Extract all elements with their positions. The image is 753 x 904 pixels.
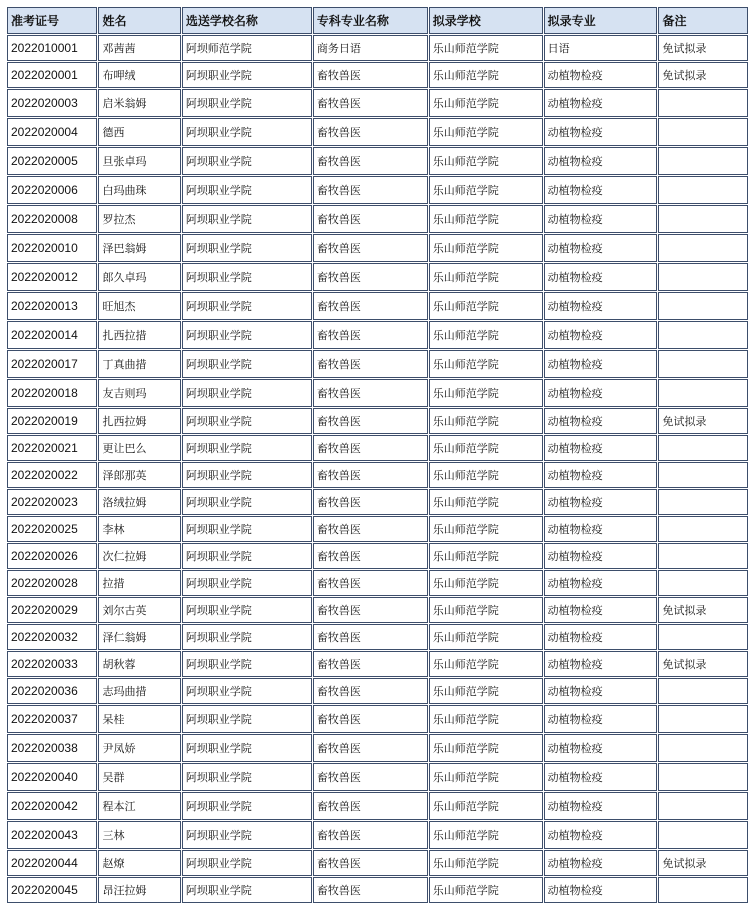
- admitting-school-cell: 乐山师范学院: [429, 705, 543, 733]
- header-college-major: 专科专业名称: [313, 7, 428, 34]
- admitting-major-cell: 动植物检疫: [544, 763, 658, 791]
- sending-school-cell: 阿坝职业学院: [182, 205, 312, 233]
- college-major-cell: 畜牧兽医: [313, 147, 428, 175]
- college-major-cell: 畜牧兽医: [313, 263, 428, 291]
- college-major-cell: 畜牧兽医: [313, 176, 428, 204]
- sending-school-cell: 阿坝职业学院: [182, 624, 312, 650]
- table-row: [7, 624, 748, 650]
- admitting-school-cell: 乐山师范学院: [429, 850, 543, 876]
- sending-school-cell: 阿坝职业学院: [182, 651, 312, 677]
- name-cell: 更让巴么: [98, 435, 180, 461]
- exam-id-cell: 2022020003: [7, 89, 97, 117]
- sending-school-cell: 阿坝职业学院: [182, 292, 312, 320]
- sending-school-cell: 阿坝职业学院: [182, 435, 312, 461]
- exam-id-cell: 2022020013: [7, 292, 97, 320]
- name-cell: 友吉则玛: [98, 379, 180, 407]
- college-major-cell: 畜牧兽医: [313, 877, 428, 903]
- exam-id-cell: 2022020045: [7, 877, 97, 903]
- remarks-cell: 免试拟录: [658, 408, 748, 434]
- remarks-cell: 免试拟录: [658, 62, 748, 88]
- table-row: [7, 489, 748, 515]
- admitting-major-cell: 动植物检疫: [544, 292, 658, 320]
- sending-school-cell: 阿坝职业学院: [182, 408, 312, 434]
- exam-id-cell: 2022020022: [7, 462, 97, 488]
- college-major-cell: 畜牧兽医: [313, 651, 428, 677]
- admitting-school-cell: 乐山师范学院: [429, 234, 543, 262]
- admitting-school-cell: 乐山师范学院: [429, 89, 543, 117]
- admitting-school-cell: 乐山师范学院: [429, 624, 543, 650]
- name-cell: 丁真曲措: [98, 350, 180, 378]
- name-cell: 泽仁翁姆: [98, 624, 180, 650]
- admitting-major-cell: 动植物检疫: [544, 543, 658, 569]
- remarks-cell: [658, 624, 748, 650]
- remarks-cell: [658, 678, 748, 704]
- sending-school-cell: 阿坝职业学院: [182, 850, 312, 876]
- table-row: [7, 705, 748, 733]
- remarks-cell: [658, 379, 748, 407]
- name-cell: 旦张卓玛: [98, 147, 180, 175]
- name-cell: 志玛曲措: [98, 678, 180, 704]
- admitting-school-cell: 乐山师范学院: [429, 35, 543, 61]
- admitting-school-cell: 乐山师范学院: [429, 408, 543, 434]
- admitting-major-cell: 动植物检疫: [544, 624, 658, 650]
- name-cell: 白玛曲珠: [98, 176, 180, 204]
- header-name: 姓名: [98, 7, 180, 34]
- table-row: [7, 435, 748, 461]
- remarks-cell: [658, 821, 748, 849]
- admitting-school-cell: 乐山师范学院: [429, 597, 543, 623]
- admission-table: [6, 6, 749, 904]
- name-cell: 刘尔古英: [98, 597, 180, 623]
- exam-id-cell: 2022020021: [7, 435, 97, 461]
- sending-school-cell: 阿坝职业学院: [182, 234, 312, 262]
- header-remarks: 备注: [658, 7, 748, 34]
- admitting-major-cell: 动植物检疫: [544, 850, 658, 876]
- admitting-major-cell: 动植物检疫: [544, 705, 658, 733]
- admitting-school-cell: 乐山师范学院: [429, 489, 543, 515]
- name-cell: 郎久卓玛: [98, 263, 180, 291]
- table-row: [7, 763, 748, 791]
- sending-school-cell: 阿坝职业学院: [182, 734, 312, 762]
- exam-id-cell: 2022020006: [7, 176, 97, 204]
- exam-id-cell: 2022020042: [7, 792, 97, 820]
- remarks-cell: 免试拟录: [658, 850, 748, 876]
- admitting-school-cell: 乐山师范学院: [429, 462, 543, 488]
- admitting-school-cell: 乐山师范学院: [429, 435, 543, 461]
- remarks-cell: [658, 147, 748, 175]
- table-row: [7, 89, 748, 117]
- admitting-major-cell: 动植物检疫: [544, 379, 658, 407]
- exam-id-cell: 2022010001: [7, 35, 97, 61]
- sending-school-cell: 阿坝职业学院: [182, 321, 312, 349]
- table-row: [7, 678, 748, 704]
- header-exam-id: 准考证号: [7, 7, 97, 34]
- admitting-major-cell: 动植物检疫: [544, 734, 658, 762]
- table-row: [7, 651, 748, 677]
- sending-school-cell: 阿坝职业学院: [182, 792, 312, 820]
- remarks-cell: 免试拟录: [658, 35, 748, 61]
- table-row: [7, 350, 748, 378]
- name-cell: 泽郎那英: [98, 462, 180, 488]
- sending-school-cell: 阿坝职业学院: [182, 89, 312, 117]
- name-cell: 扎西拉措: [98, 321, 180, 349]
- exam-id-cell: 2022020023: [7, 489, 97, 515]
- sending-school-cell: 阿坝职业学院: [182, 516, 312, 542]
- college-major-cell: 畜牧兽医: [313, 489, 428, 515]
- admitting-major-cell: 动植物检疫: [544, 147, 658, 175]
- admitting-major-cell: 动植物检疫: [544, 205, 658, 233]
- table-row: [7, 292, 748, 320]
- exam-id-cell: 2022020017: [7, 350, 97, 378]
- sending-school-cell: 阿坝职业学院: [182, 877, 312, 903]
- remarks-cell: [658, 205, 748, 233]
- admitting-major-cell: 动植物检疫: [544, 176, 658, 204]
- admitting-school-cell: 乐山师范学院: [429, 62, 543, 88]
- college-major-cell: 畜牧兽医: [313, 292, 428, 320]
- remarks-cell: [658, 89, 748, 117]
- admitting-school-cell: 乐山师范学院: [429, 763, 543, 791]
- table-row: [7, 543, 748, 569]
- exam-id-cell: 2022020019: [7, 408, 97, 434]
- exam-id-cell: 2022020038: [7, 734, 97, 762]
- name-cell: 扎西拉姆: [98, 408, 180, 434]
- college-major-cell: 畜牧兽医: [313, 821, 428, 849]
- table-row: [7, 462, 748, 488]
- admitting-school-cell: 乐山师范学院: [429, 379, 543, 407]
- remarks-cell: [658, 435, 748, 461]
- header-admitting-school: 拟录学校: [429, 7, 543, 34]
- remarks-cell: [658, 516, 748, 542]
- sending-school-cell: 阿坝职业学院: [182, 118, 312, 146]
- table-row: [7, 321, 748, 349]
- admitting-major-cell: 动植物检疫: [544, 234, 658, 262]
- remarks-cell: [658, 263, 748, 291]
- header-sending-school: 选送学校名称: [182, 7, 312, 34]
- admitting-school-cell: 乐山师范学院: [429, 147, 543, 175]
- table-row: [7, 408, 748, 434]
- sending-school-cell: 阿坝职业学院: [182, 597, 312, 623]
- admitting-school-cell: 乐山师范学院: [429, 792, 543, 820]
- remarks-cell: [658, 877, 748, 903]
- college-major-cell: 畜牧兽医: [313, 435, 428, 461]
- exam-id-cell: 2022020014: [7, 321, 97, 349]
- admitting-major-cell: 动植物检疫: [544, 321, 658, 349]
- sending-school-cell: 阿坝职业学院: [182, 821, 312, 849]
- sending-school-cell: 阿坝职业学院: [182, 705, 312, 733]
- table-row: [7, 570, 748, 596]
- sending-school-cell: 阿坝职业学院: [182, 489, 312, 515]
- college-major-cell: 畜牧兽医: [313, 543, 428, 569]
- exam-id-cell: 2022020028: [7, 570, 97, 596]
- admitting-school-cell: 乐山师范学院: [429, 292, 543, 320]
- admitting-major-cell: 动植物检疫: [544, 263, 658, 291]
- sending-school-cell: 阿坝职业学院: [182, 350, 312, 378]
- remarks-cell: 免试拟录: [658, 651, 748, 677]
- remarks-cell: [658, 543, 748, 569]
- admitting-major-cell: 日语: [544, 35, 658, 61]
- college-major-cell: 畜牧兽医: [313, 734, 428, 762]
- table-row: [7, 62, 748, 88]
- name-cell: 呆桂: [98, 705, 180, 733]
- college-major-cell: 畜牧兽医: [313, 705, 428, 733]
- name-cell: 三林: [98, 821, 180, 849]
- admitting-major-cell: 动植物检疫: [544, 62, 658, 88]
- table-row: [7, 850, 748, 876]
- college-major-cell: 畜牧兽医: [313, 792, 428, 820]
- admitting-school-cell: 乐山师范学院: [429, 877, 543, 903]
- header-admitting-major: 拟录专业: [544, 7, 658, 34]
- header-row: [7, 7, 748, 34]
- admitting-major-cell: 动植物检疫: [544, 408, 658, 434]
- name-cell: 洛绒拉姆: [98, 489, 180, 515]
- college-major-cell: 畜牧兽医: [313, 89, 428, 117]
- admitting-school-cell: 乐山师范学院: [429, 205, 543, 233]
- exam-id-cell: 2022020010: [7, 234, 97, 262]
- admitting-school-cell: 乐山师范学院: [429, 678, 543, 704]
- remarks-cell: [658, 292, 748, 320]
- table-row: [7, 263, 748, 291]
- table-row: [7, 877, 748, 903]
- admitting-major-cell: 动植物检疫: [544, 350, 658, 378]
- name-cell: 吴群: [98, 763, 180, 791]
- exam-id-cell: 2022020036: [7, 678, 97, 704]
- remarks-cell: [658, 176, 748, 204]
- table-row: [7, 821, 748, 849]
- exam-id-cell: 2022020018: [7, 379, 97, 407]
- name-cell: 尹凤娇: [98, 734, 180, 762]
- college-major-cell: 畜牧兽医: [313, 234, 428, 262]
- remarks-cell: [658, 705, 748, 733]
- table-row: [7, 234, 748, 262]
- name-cell: 罗拉杰: [98, 205, 180, 233]
- admitting-school-cell: 乐山师范学院: [429, 118, 543, 146]
- admitting-major-cell: 动植物检疫: [544, 597, 658, 623]
- exam-id-cell: 2022020012: [7, 263, 97, 291]
- remarks-cell: [658, 234, 748, 262]
- sending-school-cell: 阿坝职业学院: [182, 678, 312, 704]
- sending-school-cell: 阿坝职业学院: [182, 263, 312, 291]
- table-row: [7, 597, 748, 623]
- name-cell: 启米翁姆: [98, 89, 180, 117]
- admitting-major-cell: 动植物检疫: [544, 489, 658, 515]
- exam-id-cell: 2022020033: [7, 651, 97, 677]
- admitting-major-cell: 动植物检疫: [544, 89, 658, 117]
- sending-school-cell: 阿坝职业学院: [182, 379, 312, 407]
- table-body: [7, 35, 748, 903]
- college-major-cell: 畜牧兽医: [313, 118, 428, 146]
- admitting-school-cell: 乐山师范学院: [429, 734, 543, 762]
- college-major-cell: 畜牧兽医: [313, 462, 428, 488]
- sending-school-cell: 阿坝职业学院: [182, 62, 312, 88]
- table-row: [7, 792, 748, 820]
- college-major-cell: 商务日语: [313, 35, 428, 61]
- admitting-major-cell: 动植物检疫: [544, 435, 658, 461]
- remarks-cell: [658, 792, 748, 820]
- remarks-cell: 免试拟录: [658, 597, 748, 623]
- exam-id-cell: 2022020025: [7, 516, 97, 542]
- admitting-school-cell: 乐山师范学院: [429, 570, 543, 596]
- exam-id-cell: 2022020029: [7, 597, 97, 623]
- admitting-major-cell: 动植物检疫: [544, 651, 658, 677]
- remarks-cell: [658, 462, 748, 488]
- name-cell: 德西: [98, 118, 180, 146]
- table-row: [7, 176, 748, 204]
- admitting-school-cell: 乐山师范学院: [429, 543, 543, 569]
- remarks-cell: [658, 350, 748, 378]
- name-cell: 邓茜茜: [98, 35, 180, 61]
- admitting-major-cell: 动植物检疫: [544, 792, 658, 820]
- exam-id-cell: 2022020032: [7, 624, 97, 650]
- college-major-cell: 畜牧兽医: [313, 850, 428, 876]
- admitting-major-cell: 动植物检疫: [544, 516, 658, 542]
- admitting-school-cell: 乐山师范学院: [429, 651, 543, 677]
- name-cell: 李林: [98, 516, 180, 542]
- name-cell: 次仁拉姆: [98, 543, 180, 569]
- table-row: [7, 147, 748, 175]
- sending-school-cell: 阿坝职业学院: [182, 147, 312, 175]
- college-major-cell: 畜牧兽医: [313, 205, 428, 233]
- remarks-cell: [658, 321, 748, 349]
- sending-school-cell: 阿坝职业学院: [182, 543, 312, 569]
- sending-school-cell: 阿坝职业学院: [182, 462, 312, 488]
- name-cell: 泽巴翁姆: [98, 234, 180, 262]
- college-major-cell: 畜牧兽医: [313, 624, 428, 650]
- remarks-cell: [658, 763, 748, 791]
- college-major-cell: 畜牧兽医: [313, 62, 428, 88]
- name-cell: 布呷绒: [98, 62, 180, 88]
- admitting-school-cell: 乐山师范学院: [429, 516, 543, 542]
- admitting-school-cell: 乐山师范学院: [429, 321, 543, 349]
- exam-id-cell: 2022020026: [7, 543, 97, 569]
- name-cell: 胡秋蓉: [98, 651, 180, 677]
- college-major-cell: 畜牧兽医: [313, 597, 428, 623]
- table-row: [7, 35, 748, 61]
- college-major-cell: 畜牧兽医: [313, 516, 428, 542]
- name-cell: 赵燎: [98, 850, 180, 876]
- exam-id-cell: 2022020004: [7, 118, 97, 146]
- college-major-cell: 畜牧兽医: [313, 379, 428, 407]
- admitting-major-cell: 动植物检疫: [544, 118, 658, 146]
- college-major-cell: 畜牧兽医: [313, 408, 428, 434]
- sending-school-cell: 阿坝师范学院: [182, 35, 312, 61]
- exam-id-cell: 2022020043: [7, 821, 97, 849]
- admitting-major-cell: 动植物检疫: [544, 877, 658, 903]
- name-cell: 旺旭杰: [98, 292, 180, 320]
- exam-id-cell: 2022020008: [7, 205, 97, 233]
- table-row: [7, 516, 748, 542]
- exam-id-cell: 2022020001: [7, 62, 97, 88]
- exam-id-cell: 2022020040: [7, 763, 97, 791]
- remarks-cell: [658, 118, 748, 146]
- remarks-cell: [658, 570, 748, 596]
- remarks-cell: [658, 734, 748, 762]
- college-major-cell: 畜牧兽医: [313, 763, 428, 791]
- admitting-school-cell: 乐山师范学院: [429, 821, 543, 849]
- admitting-school-cell: 乐山师范学院: [429, 263, 543, 291]
- college-major-cell: 畜牧兽医: [313, 570, 428, 596]
- name-cell: 程本江: [98, 792, 180, 820]
- name-cell: 拉措: [98, 570, 180, 596]
- table-row: [7, 379, 748, 407]
- remarks-cell: [658, 489, 748, 515]
- college-major-cell: 畜牧兽医: [313, 321, 428, 349]
- college-major-cell: 畜牧兽医: [313, 678, 428, 704]
- table-row: [7, 118, 748, 146]
- admitting-major-cell: 动植物检疫: [544, 570, 658, 596]
- sending-school-cell: 阿坝职业学院: [182, 176, 312, 204]
- sending-school-cell: 阿坝职业学院: [182, 763, 312, 791]
- admitting-major-cell: 动植物检疫: [544, 821, 658, 849]
- table-row: [7, 205, 748, 233]
- exam-id-cell: 2022020037: [7, 705, 97, 733]
- admitting-major-cell: 动植物检疫: [544, 678, 658, 704]
- admitting-school-cell: 乐山师范学院: [429, 350, 543, 378]
- sending-school-cell: 阿坝职业学院: [182, 570, 312, 596]
- name-cell: 昂汪拉姆: [98, 877, 180, 903]
- exam-id-cell: 2022020005: [7, 147, 97, 175]
- exam-id-cell: 2022020044: [7, 850, 97, 876]
- admitting-major-cell: 动植物检疫: [544, 462, 658, 488]
- table-row: [7, 734, 748, 762]
- admitting-school-cell: 乐山师范学院: [429, 176, 543, 204]
- college-major-cell: 畜牧兽医: [313, 350, 428, 378]
